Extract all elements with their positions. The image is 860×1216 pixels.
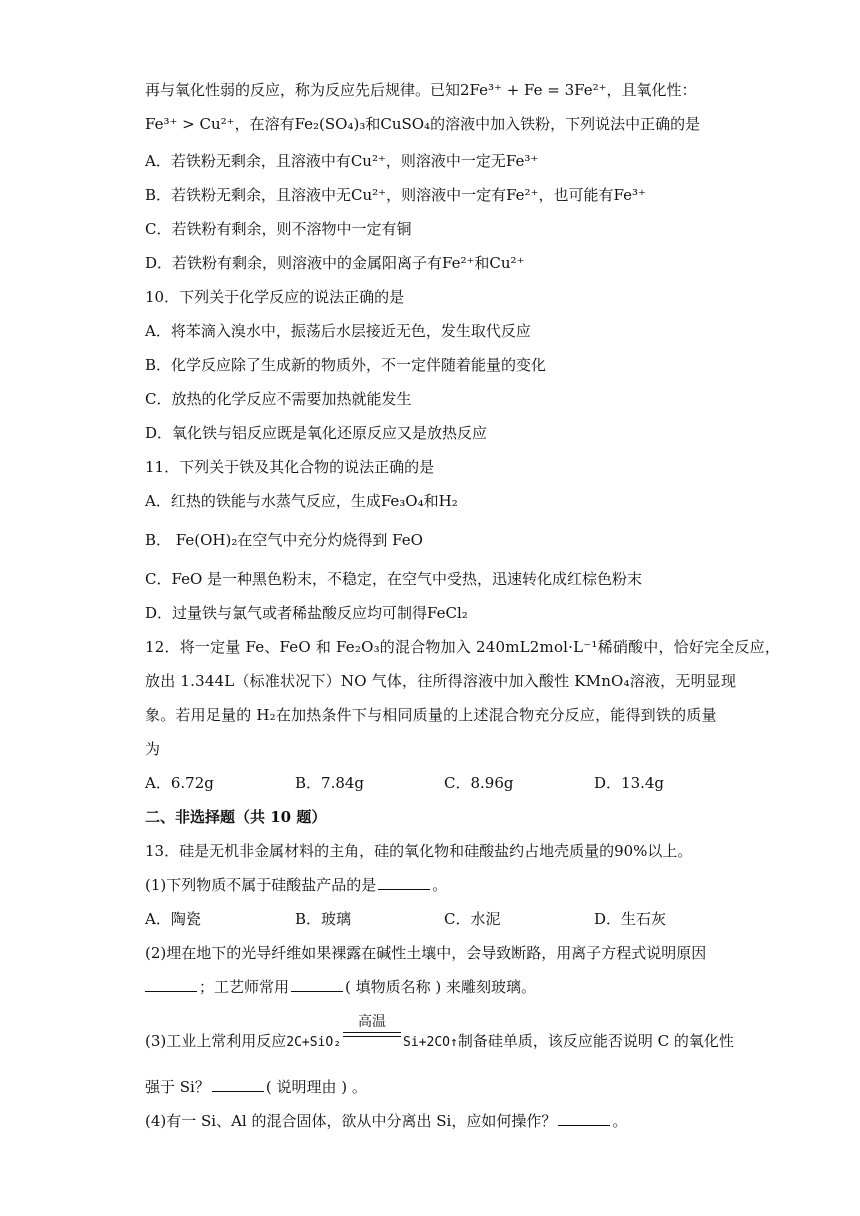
q12-option-c: C．8.96g (444, 774, 514, 792)
reaction-lhs: 2C+SiO₂ (286, 1035, 342, 1050)
section-title: 二、非选择题（共 10 题） (145, 808, 327, 826)
q9-option-c: C．若铁粉有剩余，则不溶物中一定有铜 (145, 220, 412, 238)
q11-option-d: D．过量铁与氯气或者稀盐酸反应均可制得FeCl₂ (145, 604, 468, 622)
q13-part-2-end: ( 填物质名称 ) 来雕刻玻璃。 (345, 978, 537, 996)
q13-part-4-end: 。 (612, 1112, 628, 1130)
q12-text-line-2: 放出 1.344L（标准状况下）NO 气体，往所得溶液中加入酸性 KMnO₄溶液，无明显现 (145, 672, 737, 690)
reaction-condition-equals (343, 1014, 401, 1046)
q11-option-b: B． Fe(OH)₂在空气中充分灼烧得到 FeO (145, 531, 423, 549)
q13-part-1-end: 。 (432, 876, 448, 894)
q13-part-1 (145, 875, 447, 895)
reaction-condition-label: 高温 (358, 1014, 387, 1030)
q12-option-d: D．13.4g (594, 774, 665, 792)
q11-option-c: C．FeO 是一种黑色粉末，不稳定，在空气中受热，迅速转化成红棕色粉末 (145, 570, 643, 588)
q13-part-2-mid: ；工艺师常用 (199, 978, 290, 996)
q10-option-b: B．化学反应除了生成新的物质外，不一定伴随着能量的变化 (145, 356, 547, 374)
answer-blank[interactable] (212, 1077, 264, 1092)
answer-blank[interactable] (558, 1111, 610, 1126)
q10-stem: 10．下列关于化学反应的说法正确的是 (145, 288, 405, 306)
q11-stem: 11．下列关于铁及其化合物的说法正确的是 (145, 458, 435, 476)
q13-stem: 13．硅是无机非金属材料的主角，硅的氧化物和硅酸盐约占地壳质量的90%以上。 (145, 842, 693, 860)
q9-option-d: D．若铁粉有剩余，则溶液中的金属阳离子有Fe²⁺和Cu²⁺ (145, 254, 525, 272)
q12-text-line-3: 象。若用足量的 H₂在加热条件下与相同质量的上述混合物充分反应，能得到铁的质量 (145, 706, 717, 724)
q13-part-1-text: (1)下列物质不属于硅酸盐产品的是 (145, 876, 377, 894)
q13-part-3-line-2-start: 强于 Si？ (145, 1078, 210, 1096)
q13-part-2-line-1: (2)埋在地下的光导纤维如果裸露在碱性土壤中，会导致断路，用离子方程式说明原因 (145, 944, 707, 962)
q13-option-a: A．陶瓷 (145, 910, 201, 928)
q10-option-d: D．氧化铁与铝反应既是氧化还原反应又是放热反应 (145, 424, 488, 442)
q9-text-line-1: 再与氧化性弱的反应，称为反应先后规律。已知2Fe³⁺ + Fe = 3Fe²⁺，且氧化性： (145, 81, 697, 99)
q13-part-4 (145, 1111, 627, 1131)
q13-part-3-line-1 (145, 1014, 734, 1053)
q9-option-a: A．若铁粉无剩余，且溶液中有Cu²⁺，则溶液中一定无Fe³⁺ (145, 152, 539, 170)
q12-option-a: A．6.72g (145, 774, 214, 792)
q9-text-line-2: Fe³⁺ > Cu²⁺，在溶有Fe₂(SO₄)₃和CuSO₄的溶液中加入铁粉，下列说法中正确的是 (145, 115, 701, 133)
q12-text-line-4: 为 (145, 740, 161, 758)
q13-part-2-line-2 (145, 977, 536, 997)
q12-text-line-1: 12．将一定量 Fe、FeO 和 Fe₂O₃的混合物加入 240mL2mol·L⁻¹稀硝酸中，恰好完全反应， (145, 638, 781, 656)
reaction-rhs: Si+2CO↑ (403, 1035, 458, 1050)
q13-part-3-line-2-end: ( 说明理由 ) 。 (265, 1078, 367, 1096)
answer-blank[interactable] (145, 977, 197, 992)
q10-option-c: C．放热的化学反应不需要加热就能发生 (145, 390, 412, 408)
q9-option-b: B．若铁粉无剩余，且溶液中无Cu²⁺，则溶液中一定有Fe²⁺，也可能有Fe³⁺ (145, 186, 646, 204)
q10-option-a: A．将苯滴入溴水中，振荡后水层接近无色，发生取代反应 (145, 322, 531, 340)
q12-option-b: B．7.84g (295, 774, 365, 792)
answer-blank[interactable] (378, 875, 430, 890)
q13-option-c: C．水泥 (444, 910, 501, 928)
q13-part-3-line-2 (145, 1077, 367, 1097)
q11-option-a: A．红热的铁能与水蒸气反应，生成Fe₃O₄和H₂ (145, 492, 458, 510)
q13-option-b: B．玻璃 (295, 910, 352, 928)
q13-part-3-start: (3)工业上常利用反应 (145, 1032, 287, 1050)
q13-part-3-end: 制备硅单质，该反应能否说明 C 的氧化性 (457, 1032, 734, 1050)
q13-part-4-start: (4)有一 Si、Al 的混合固体，欲从中分离出 Si，应如何操作？ (145, 1112, 557, 1130)
q13-option-d: D．生石灰 (594, 910, 667, 928)
answer-blank[interactable] (291, 977, 343, 992)
